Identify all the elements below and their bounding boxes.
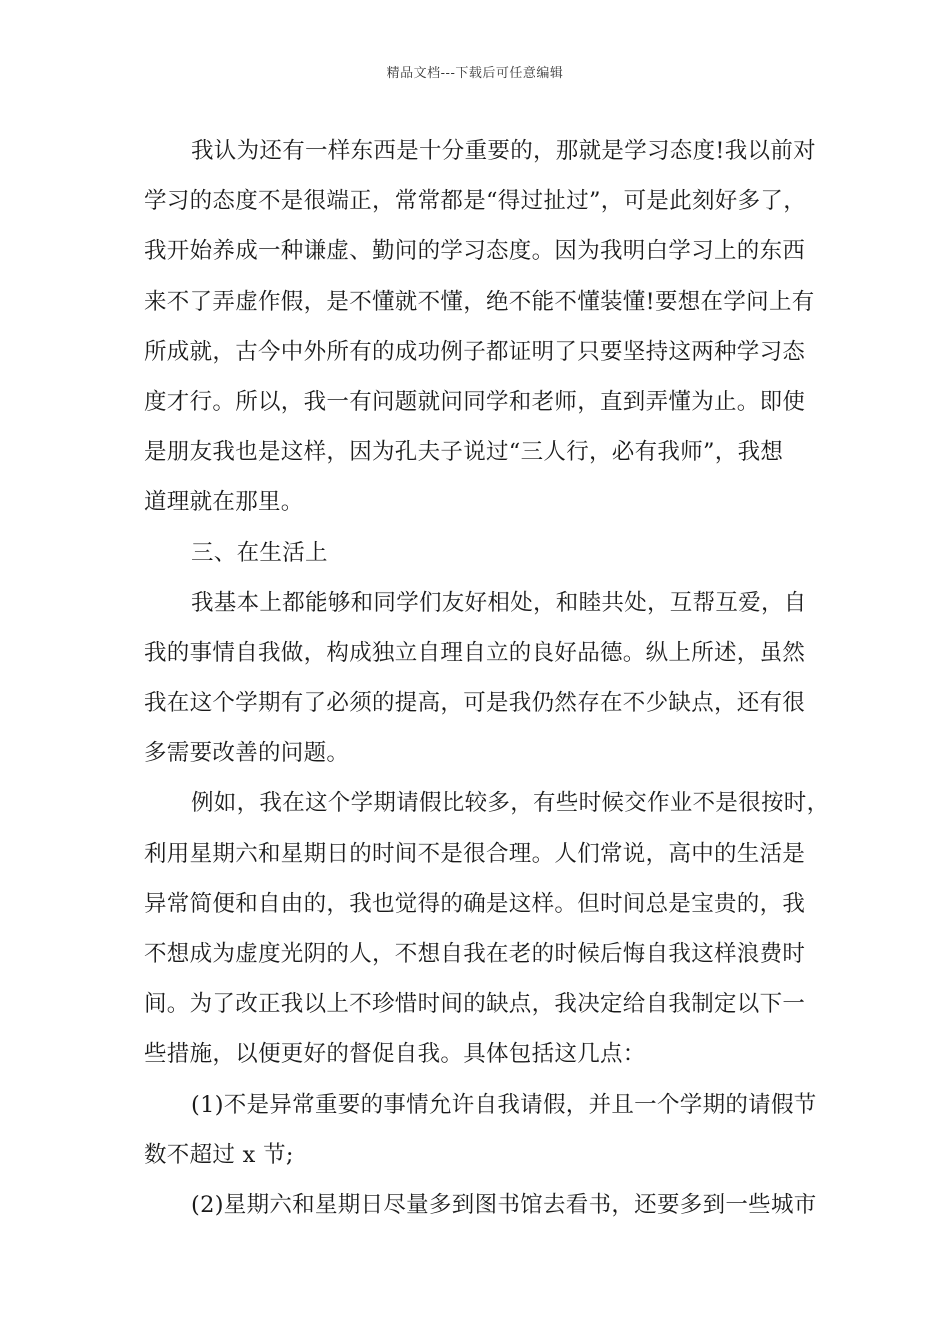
paragraph-line: 不想成为虚度光阴的人，不想自我在老的时候后悔自我这样浪费时 <box>144 941 806 967</box>
paragraph-line: 我认为还有一样东西是十分重要的，那就是学习态度!我以前对 <box>191 138 816 164</box>
paragraph-line: 异常简便和自由的，我也觉得的确是这样。但时间总是宝贵的，我 <box>144 890 806 917</box>
paragraph-line: 间。为了改正我以上不珍惜时间的缺点，我决定给自我制定以下一 <box>144 991 806 1018</box>
list-item-continuation: 数不超过 x 节; <box>144 1141 294 1168</box>
paragraph-line: 我的事情自我做，构成独立自理自立的良好品德。纵上所述，虽然 <box>144 639 806 666</box>
paragraph-line: 度才行。所以，我一有问题就问同学和老师，直到弄懂为止。即使 <box>144 388 806 415</box>
paragraph-line: 来不了弄虚作假，是不懂就不懂，绝不能不懂装懂!要想在学问上有 <box>144 288 815 315</box>
paragraph-line: 道理就在那里。 <box>144 489 304 516</box>
paragraph-line: 所成就，古今中外所有的成功例子都证明了只要坚持这两种学习态 <box>144 338 806 365</box>
paragraph-line: 我基本上都能够和同学们友好相处，和睦共处，互帮互爱，自 <box>191 589 807 616</box>
paragraph-line: 些措施，以便更好的督促自我。具体包括这几点： <box>144 1041 646 1068</box>
page-header: 精品文档---下载后可任意编辑 <box>386 66 564 81</box>
section-heading: 三、在生活上 <box>191 539 328 566</box>
body-text <box>144 126 830 1230</box>
paragraph-line: 我在这个学期有了必须的提高，可是我仍然存在不少缺点，还有很 <box>144 690 806 717</box>
paragraph-line: 利用星期六和星期日的时间不是很合理。人们常说，高中的生活是 <box>144 840 806 867</box>
paragraph-line: 是朋友我也是这样，因为孔夫子说过“三人行，必有我师”，我想 <box>144 439 784 466</box>
list-item: (2)星期六和星期日尽量多到图书馆去看书，还要多到一些城市 <box>191 1191 817 1218</box>
paragraph-line: 学习的态度不是很端正，常常都是“得过扯过”，可是此刻好多了， <box>144 188 807 215</box>
list-item: (1)不是异常重要的事情允许自我请假，并且一个学期的请假节 <box>191 1091 817 1118</box>
paragraph-line: 多需要改善的问题。 <box>144 740 350 767</box>
paragraph-line: 我开始养成一种谦虚、勤问的学习态度。因为我明白学习上的东西 <box>144 238 806 265</box>
paragraph-line: 例如，我在这个学期请假比较多，有些时候交作业不是很按时， <box>191 790 830 817</box>
